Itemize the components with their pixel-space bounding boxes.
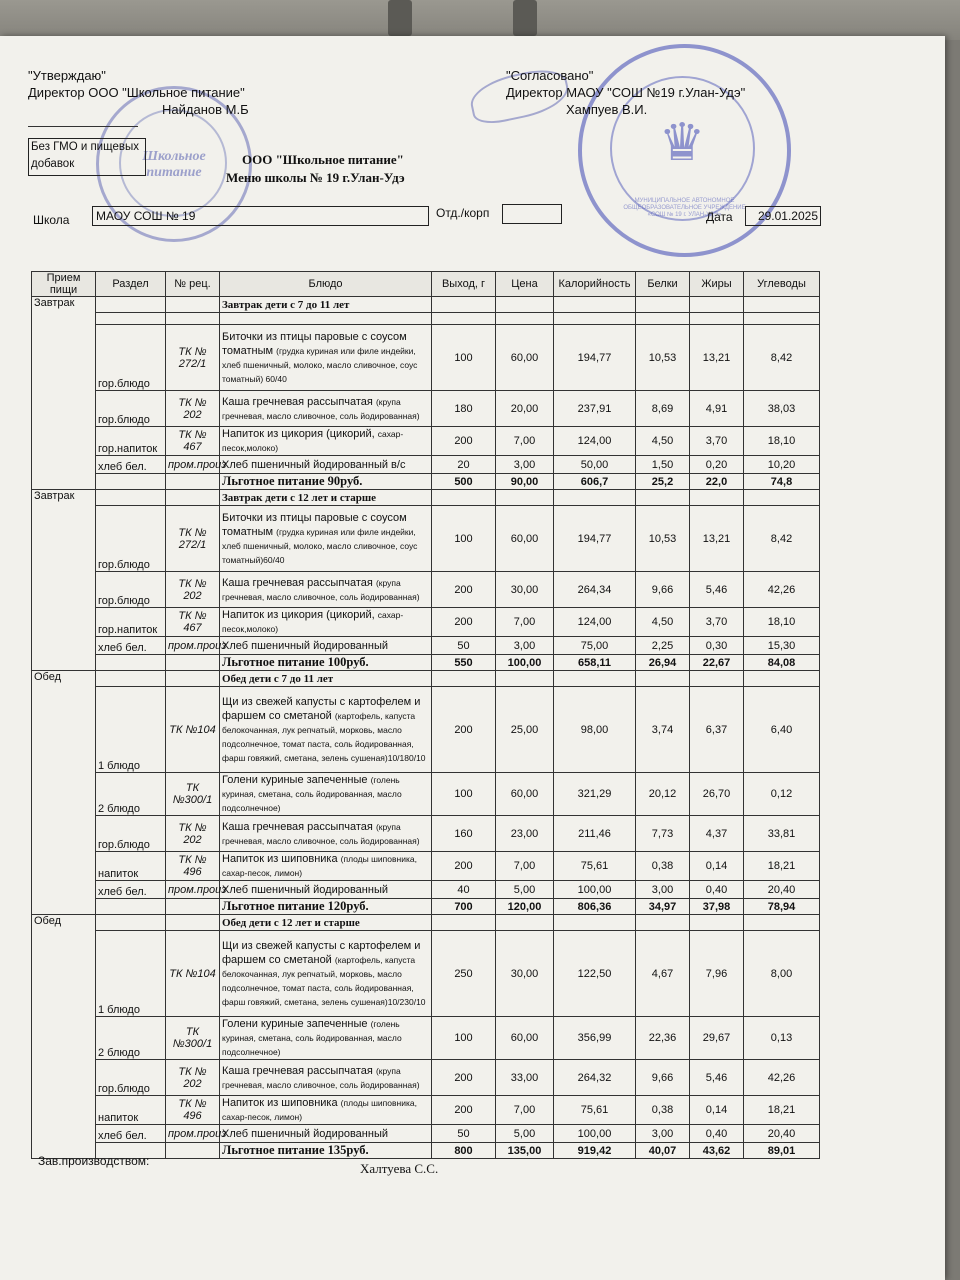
recipe-cell: ТК №300/1 xyxy=(166,1017,220,1060)
recipe-cell: пром.произ xyxy=(166,456,220,474)
dish-cell xyxy=(220,816,432,852)
fat-cell: 0,40 xyxy=(690,881,744,899)
agree-line: Директор МАОУ "СОШ №19 г.Улан-Удэ" xyxy=(506,85,746,100)
date-value: 29.01.2025 xyxy=(745,206,821,226)
col-carbs: Углеводы xyxy=(744,272,820,297)
protein-cell: 2,25 xyxy=(636,637,690,655)
price-cell: 3,00 xyxy=(496,456,554,474)
price-cell: 7,00 xyxy=(496,1096,554,1125)
price-cell: 30,00 xyxy=(496,572,554,608)
total-fat: 22,0 xyxy=(690,474,744,490)
price-cell: 25,00 xyxy=(496,687,554,773)
kcal-cell: 124,00 xyxy=(554,608,636,637)
protein-cell: 0,38 xyxy=(636,852,690,881)
meal-cell: Завтрак xyxy=(32,297,96,490)
output-cell: 40 xyxy=(432,881,496,899)
kcal-cell: 194,77 xyxy=(554,325,636,391)
total-price: 90,00 xyxy=(496,474,554,490)
table-row xyxy=(32,931,820,1017)
carbs-cell: 38,03 xyxy=(744,391,820,427)
recipe-cell: ТК №104 xyxy=(166,687,220,773)
price-cell: 20,00 xyxy=(496,391,554,427)
dish-name: Щи из свежей капусты с картофелем и фаршем со сметаной xyxy=(222,939,421,966)
price-cell: 5,00 xyxy=(496,881,554,899)
fat-cell: 0,20 xyxy=(690,456,744,474)
carbs-cell: 18,21 xyxy=(744,1096,820,1125)
dish-cell xyxy=(220,637,432,655)
carbs-cell: 18,10 xyxy=(744,608,820,637)
menu-title: Меню школы № 19 г.Улан-Удэ xyxy=(226,170,405,185)
output-cell: 180 xyxy=(432,391,496,427)
eagle-emblem-icon: ♛ xyxy=(658,114,706,172)
price-cell: 5,00 xyxy=(496,1125,554,1143)
col-output: Выход, г xyxy=(432,272,496,297)
fat-cell: 7,96 xyxy=(690,931,744,1017)
total-label: Льготное питание 90руб. xyxy=(220,474,432,490)
total-row xyxy=(32,474,820,490)
table-row xyxy=(32,325,820,391)
dish-name: Голени куриные запеченные xyxy=(222,1018,368,1030)
dish-name: Напиток из цикория (цикорий, xyxy=(222,428,375,440)
dish-cell xyxy=(220,456,432,474)
total-kcal: 806,36 xyxy=(554,899,636,915)
fat-cell: 4,37 xyxy=(690,816,744,852)
total-protein: 34,97 xyxy=(636,899,690,915)
price-cell: 60,00 xyxy=(496,773,554,816)
fat-cell: 13,21 xyxy=(690,325,744,391)
carbs-cell: 15,30 xyxy=(744,637,820,655)
col-kcal: Калорийность xyxy=(554,272,636,297)
kcal-cell: 50,00 xyxy=(554,456,636,474)
table-row xyxy=(32,1060,820,1096)
output-cell: 100 xyxy=(432,773,496,816)
section-cell: хлеб бел. xyxy=(96,637,166,655)
carbs-cell: 18,21 xyxy=(744,852,820,881)
dish-composition: сахар-песок,молоко) xyxy=(222,610,404,634)
col-protein: Белки xyxy=(636,272,690,297)
recipe-cell: ТК № 272/1 xyxy=(166,506,220,572)
dish-composition: (крупа гречневая, масло сливочное, соль йодированная) xyxy=(222,396,420,421)
stamp-right-text: МУНИЦИПАЛЬНОЕ АВТОНОМНОЕ ОБЩЕОБРАЗОВАТЕЛЬНОЕ УЧРЕЖДЕНИЕ «СОШ № 19 г. УЛАН-УДЭ» xyxy=(623,198,746,218)
recipe-cell: ТК № 496 xyxy=(166,1096,220,1125)
recipe-cell: пром.произ xyxy=(166,1125,220,1143)
price-cell: 7,00 xyxy=(496,427,554,456)
fat-cell: 3,70 xyxy=(690,608,744,637)
dish-cell xyxy=(220,325,432,391)
output-cell: 200 xyxy=(432,852,496,881)
col-recipe: № рец. xyxy=(166,272,220,297)
col-price: Цена xyxy=(496,272,554,297)
carbs-cell: 20,40 xyxy=(744,881,820,899)
approve-title: "Утверждаю" xyxy=(28,68,106,83)
dish-composition: (картофель, капуста белокочанная, лук репчатый, морковь, масло подсолнечное, томат паста, соль йодированная, фарш говяжий, сметана, зелень сушеная)10/230/10 xyxy=(222,954,426,1007)
menu-sheet xyxy=(0,36,945,1280)
recipe-cell: ТК № 272/1 xyxy=(166,325,220,391)
price-cell: 3,00 xyxy=(496,637,554,655)
group-title-row xyxy=(32,671,820,687)
output-cell: 200 xyxy=(432,1060,496,1096)
col-fat: Жиры xyxy=(690,272,744,297)
protein-cell: 3,74 xyxy=(636,687,690,773)
dish-cell xyxy=(220,1125,432,1143)
carbs-cell: 8,00 xyxy=(744,931,820,1017)
kcal-cell: 356,99 xyxy=(554,1017,636,1060)
menu-table xyxy=(31,271,820,1159)
meal-cell: Обед xyxy=(32,671,96,915)
dish-name: Каша гречневая рассыпчатая xyxy=(222,395,373,408)
table-row xyxy=(32,816,820,852)
recipe-cell: ТК №104 xyxy=(166,931,220,1017)
recipe-cell: пром.произ xyxy=(166,637,220,655)
section-cell: напиток xyxy=(96,852,166,881)
table-row xyxy=(32,637,820,655)
total-price: 135,00 xyxy=(496,1143,554,1159)
fat-cell: 29,67 xyxy=(690,1017,744,1060)
output-cell: 200 xyxy=(432,687,496,773)
production-label: Зав.производством: xyxy=(38,1154,150,1168)
total-output: 500 xyxy=(432,474,496,490)
table-row xyxy=(32,687,820,773)
clip-hole-left xyxy=(388,0,412,36)
protein-cell: 4,50 xyxy=(636,608,690,637)
price-cell: 7,00 xyxy=(496,852,554,881)
col-meal: Прием пищи xyxy=(32,272,96,297)
protein-cell: 1,50 xyxy=(636,456,690,474)
fat-cell: 6,37 xyxy=(690,687,744,773)
table-row xyxy=(32,456,820,474)
table-row xyxy=(32,1096,820,1125)
table-row xyxy=(32,1125,820,1143)
fat-cell: 26,70 xyxy=(690,773,744,816)
price-cell: 60,00 xyxy=(496,325,554,391)
output-cell: 200 xyxy=(432,427,496,456)
dish-name: Каша гречневая рассыпчатая xyxy=(222,576,373,589)
section-cell: 2 блюдо xyxy=(96,1017,166,1060)
dish-composition: (грудка куриная или филе индейки, хлеб пшеничный, молоко, масло сливочное, соус томатный) 60/40 xyxy=(222,345,418,384)
total-row xyxy=(32,899,820,915)
output-cell: 160 xyxy=(432,816,496,852)
total-kcal: 658,11 xyxy=(554,655,636,671)
protein-cell: 4,67 xyxy=(636,931,690,1017)
dish-composition: (голень куриная, сметана, соль йодированная, масло подсолнечное) xyxy=(222,1019,402,1057)
dish-name: Биточки из птицы паровые с соусом томатным xyxy=(222,511,407,538)
org-title: ООО "Школьное питание" xyxy=(242,152,404,167)
dish-name: Щи из свежей капусты с картофелем и фаршем со сметаной xyxy=(222,695,421,722)
output-cell: 200 xyxy=(432,1096,496,1125)
total-output: 550 xyxy=(432,655,496,671)
group-title-row xyxy=(32,915,820,931)
fat-cell: 0,14 xyxy=(690,852,744,881)
protein-cell: 3,00 xyxy=(636,1125,690,1143)
carbs-cell: 33,81 xyxy=(744,816,820,852)
recipe-cell: ТК № 202 xyxy=(166,572,220,608)
fat-cell: 4,91 xyxy=(690,391,744,427)
kcal-cell: 321,29 xyxy=(554,773,636,816)
table-row xyxy=(32,881,820,899)
total-protein: 40,07 xyxy=(636,1143,690,1159)
recipe-cell: ТК № 202 xyxy=(166,816,220,852)
kcal-cell: 100,00 xyxy=(554,881,636,899)
dish-cell xyxy=(220,687,432,773)
dish-composition: (крупа гречневая, масло сливочное, соль йодированная) xyxy=(222,821,420,846)
protein-cell: 9,66 xyxy=(636,1060,690,1096)
protein-cell: 22,36 xyxy=(636,1017,690,1060)
output-cell: 250 xyxy=(432,931,496,1017)
kcal-cell: 122,50 xyxy=(554,931,636,1017)
approve-name: Найданов М.Б xyxy=(162,102,249,117)
table-row xyxy=(32,608,820,637)
total-price: 120,00 xyxy=(496,899,554,915)
fat-cell: 3,70 xyxy=(690,427,744,456)
protein-cell: 20,12 xyxy=(636,773,690,816)
table-row xyxy=(32,572,820,608)
carbs-cell: 18,10 xyxy=(744,427,820,456)
protein-cell: 4,50 xyxy=(636,427,690,456)
output-cell: 200 xyxy=(432,572,496,608)
price-cell: 60,00 xyxy=(496,1017,554,1060)
dish-name: Голени куриные запеченные xyxy=(222,774,368,786)
dish-cell xyxy=(220,427,432,456)
total-row xyxy=(32,1143,820,1159)
dish-name: Хлеб пшеничный йодированный в/с xyxy=(222,458,406,471)
total-price: 100,00 xyxy=(496,655,554,671)
price-cell: 7,00 xyxy=(496,608,554,637)
gmo-note: Без ГМО и пищевых добавок xyxy=(28,138,146,176)
total-carbs: 84,08 xyxy=(744,655,820,671)
total-kcal: 919,42 xyxy=(554,1143,636,1159)
total-label: Льготное питание 100руб. xyxy=(220,655,432,671)
kcal-cell: 194,77 xyxy=(554,506,636,572)
section-cell: гор.блюдо xyxy=(96,572,166,608)
dish-name: Хлеб пшеничный йодированный xyxy=(222,1127,388,1140)
recipe-cell: ТК № 467 xyxy=(166,608,220,637)
agree-title: "Согласовано" xyxy=(506,68,594,83)
background-clipboard xyxy=(0,0,960,40)
recipe-cell: ТК № 202 xyxy=(166,391,220,427)
protein-cell: 10,53 xyxy=(636,325,690,391)
carbs-cell: 10,20 xyxy=(744,456,820,474)
protein-cell: 0,38 xyxy=(636,1096,690,1125)
table-row xyxy=(32,506,820,572)
dish-cell xyxy=(220,391,432,427)
stamp-left-text: Школьное питание xyxy=(142,149,206,180)
dish-cell xyxy=(220,773,432,816)
section-cell: гор.напиток xyxy=(96,608,166,637)
protein-cell: 8,69 xyxy=(636,391,690,427)
fat-cell: 0,14 xyxy=(690,1096,744,1125)
price-cell: 60,00 xyxy=(496,506,554,572)
kcal-cell: 98,00 xyxy=(554,687,636,773)
output-cell: 20 xyxy=(432,456,496,474)
total-fat: 22,67 xyxy=(690,655,744,671)
output-cell: 100 xyxy=(432,506,496,572)
group-title: Обед дети с 12 лет и старше xyxy=(220,915,432,931)
carbs-cell: 6,40 xyxy=(744,687,820,773)
dish-cell xyxy=(220,608,432,637)
kcal-cell: 264,32 xyxy=(554,1060,636,1096)
date-label: Дата xyxy=(706,210,733,224)
dish-composition: (крупа гречневая, масло сливочное, соль йодированная) xyxy=(222,1065,420,1090)
carbs-cell: 20,40 xyxy=(744,1125,820,1143)
output-cell: 50 xyxy=(432,637,496,655)
total-protein: 25,2 xyxy=(636,474,690,490)
table-row xyxy=(32,391,820,427)
section-cell: гор.напиток xyxy=(96,427,166,456)
dish-cell xyxy=(220,881,432,899)
carbs-cell: 42,26 xyxy=(744,1060,820,1096)
agree-name: Хампуев В.И. xyxy=(566,102,648,117)
approve-line: Директор ООО "Школьное питание" xyxy=(28,85,245,100)
dish-cell xyxy=(220,572,432,608)
dish-name: Хлеб пшеничный йодированный xyxy=(222,883,388,896)
carbs-cell: 8,42 xyxy=(744,506,820,572)
kcal-cell: 237,91 xyxy=(554,391,636,427)
table-row xyxy=(32,773,820,816)
group-title: Обед дети с 7 до 11 лет xyxy=(220,671,432,687)
kcal-cell: 124,00 xyxy=(554,427,636,456)
section-cell: гор.блюдо xyxy=(96,816,166,852)
production-name: Халтуева С.С. xyxy=(360,1161,439,1176)
dish-name: Каша гречневая рассыпчатая xyxy=(222,1064,373,1077)
carbs-cell: 0,12 xyxy=(744,773,820,816)
dish-composition: сахар-песок,молоко) xyxy=(222,429,404,453)
carbs-cell: 0,13 xyxy=(744,1017,820,1060)
recipe-cell: ТК №300/1 xyxy=(166,773,220,816)
section-cell: гор.блюдо xyxy=(96,1060,166,1096)
approve-sign-line xyxy=(28,126,138,127)
price-cell: 30,00 xyxy=(496,931,554,1017)
fat-cell: 0,30 xyxy=(690,637,744,655)
total-row xyxy=(32,655,820,671)
group-title: Завтрак дети с 7 до 11 лет xyxy=(220,297,432,313)
dish-composition: (крупа гречневая, масло сливочное, соль йодированная) xyxy=(222,577,420,602)
section-cell: напиток xyxy=(96,1096,166,1125)
price-cell: 23,00 xyxy=(496,816,554,852)
carbs-cell: 42,26 xyxy=(744,572,820,608)
group-title-row xyxy=(32,490,820,506)
output-cell: 100 xyxy=(432,1017,496,1060)
total-output: 800 xyxy=(432,1143,496,1159)
recipe-cell: ТК № 202 xyxy=(166,1060,220,1096)
dish-composition: (грудка куриная или филе индейки, хлеб пшеничный, молоко, масло сливочное, соус томатный)60/40 xyxy=(222,526,418,565)
dish-name: Напиток из шиповника xyxy=(222,853,338,865)
school-value: МАОУ СОШ № 19 xyxy=(92,206,429,226)
table-row xyxy=(32,852,820,881)
total-protein: 26,94 xyxy=(636,655,690,671)
output-cell: 50 xyxy=(432,1125,496,1143)
total-fat: 43,62 xyxy=(690,1143,744,1159)
total-output: 700 xyxy=(432,899,496,915)
protein-cell: 9,66 xyxy=(636,572,690,608)
total-label: Льготное питание 135руб. xyxy=(220,1143,432,1159)
dish-cell xyxy=(220,506,432,572)
dish-name: Каша гречневая рассыпчатая xyxy=(222,820,373,833)
kcal-cell: 75,61 xyxy=(554,852,636,881)
output-cell: 200 xyxy=(432,608,496,637)
section-cell: 2 блюдо xyxy=(96,773,166,816)
dish-composition: (плоды шиповника, сахар-песок, лимон) xyxy=(222,854,417,878)
total-kcal: 606,7 xyxy=(554,474,636,490)
protein-cell: 3,00 xyxy=(636,881,690,899)
dish-cell xyxy=(220,1060,432,1096)
meal-cell: Завтрак xyxy=(32,490,96,671)
section-cell: хлеб бел. xyxy=(96,456,166,474)
dish-composition: (картофель, капуста белокочанная, лук репчатый, морковь, масло подсолнечное, томат паста, соль йодированная, фарш говяжий, сметана, зелень сушеная)10/180/10 xyxy=(222,710,426,763)
dish-name: Биточки из птицы паровые с соусом томатным xyxy=(222,330,407,357)
section-cell: гор.блюдо xyxy=(96,391,166,427)
dish-name: Хлеб пшеничный йодированный xyxy=(222,639,388,652)
dish-cell xyxy=(220,1017,432,1060)
section-cell: 1 блюдо xyxy=(96,931,166,1017)
recipe-cell: ТК № 496 xyxy=(166,852,220,881)
section-cell: гор.блюдо xyxy=(96,506,166,572)
output-cell: 100 xyxy=(432,325,496,391)
total-carbs: 89,01 xyxy=(744,1143,820,1159)
recipe-cell: ТК № 467 xyxy=(166,427,220,456)
col-section: Раздел xyxy=(96,272,166,297)
total-carbs: 74,8 xyxy=(744,474,820,490)
protein-cell: 10,53 xyxy=(636,506,690,572)
kcal-cell: 211,46 xyxy=(554,816,636,852)
dish-composition: (плоды шиповника, сахар-песок, лимон) xyxy=(222,1098,417,1122)
kcal-cell: 264,34 xyxy=(554,572,636,608)
dept-label: Отд./корп xyxy=(436,206,490,220)
dish-cell xyxy=(220,1096,432,1125)
fat-cell: 5,46 xyxy=(690,1060,744,1096)
clip-hole-right xyxy=(513,0,537,36)
table-header-row xyxy=(32,272,820,297)
protein-cell: 7,73 xyxy=(636,816,690,852)
table-row xyxy=(32,1017,820,1060)
kcal-cell: 75,00 xyxy=(554,637,636,655)
dept-value-box xyxy=(502,204,562,224)
section-cell: хлеб бел. xyxy=(96,1125,166,1143)
kcal-cell: 75,61 xyxy=(554,1096,636,1125)
col-dish: Блюдо xyxy=(220,272,432,297)
meal-cell: Обед xyxy=(32,915,96,1159)
fat-cell: 0,40 xyxy=(690,1125,744,1143)
kcal-cell: 100,00 xyxy=(554,1125,636,1143)
group-title-row xyxy=(32,297,820,313)
section-cell: гор.блюдо xyxy=(96,325,166,391)
spacer-row xyxy=(32,313,820,325)
school-label: Школа xyxy=(33,213,70,227)
carbs-cell: 8,42 xyxy=(744,325,820,391)
section-cell: хлеб бел. xyxy=(96,881,166,899)
group-title: Завтрак дети с 12 лет и старше xyxy=(220,490,432,506)
dish-cell xyxy=(220,931,432,1017)
table-row xyxy=(32,427,820,456)
dish-name: Напиток из шиповника xyxy=(222,1097,338,1109)
total-carbs: 78,94 xyxy=(744,899,820,915)
fat-cell: 13,21 xyxy=(690,506,744,572)
total-label: Льготное питание 120руб. xyxy=(220,899,432,915)
dish-cell xyxy=(220,852,432,881)
dish-composition: (голень куриная, сметана, соль йодированная, масло подсолнечное) xyxy=(222,775,402,813)
dish-name: Напиток из цикория (цикорий, xyxy=(222,609,375,621)
price-cell: 33,00 xyxy=(496,1060,554,1096)
recipe-cell: пром.произ xyxy=(166,881,220,899)
section-cell: 1 блюдо xyxy=(96,687,166,773)
fat-cell: 5,46 xyxy=(690,572,744,608)
total-fat: 37,98 xyxy=(690,899,744,915)
